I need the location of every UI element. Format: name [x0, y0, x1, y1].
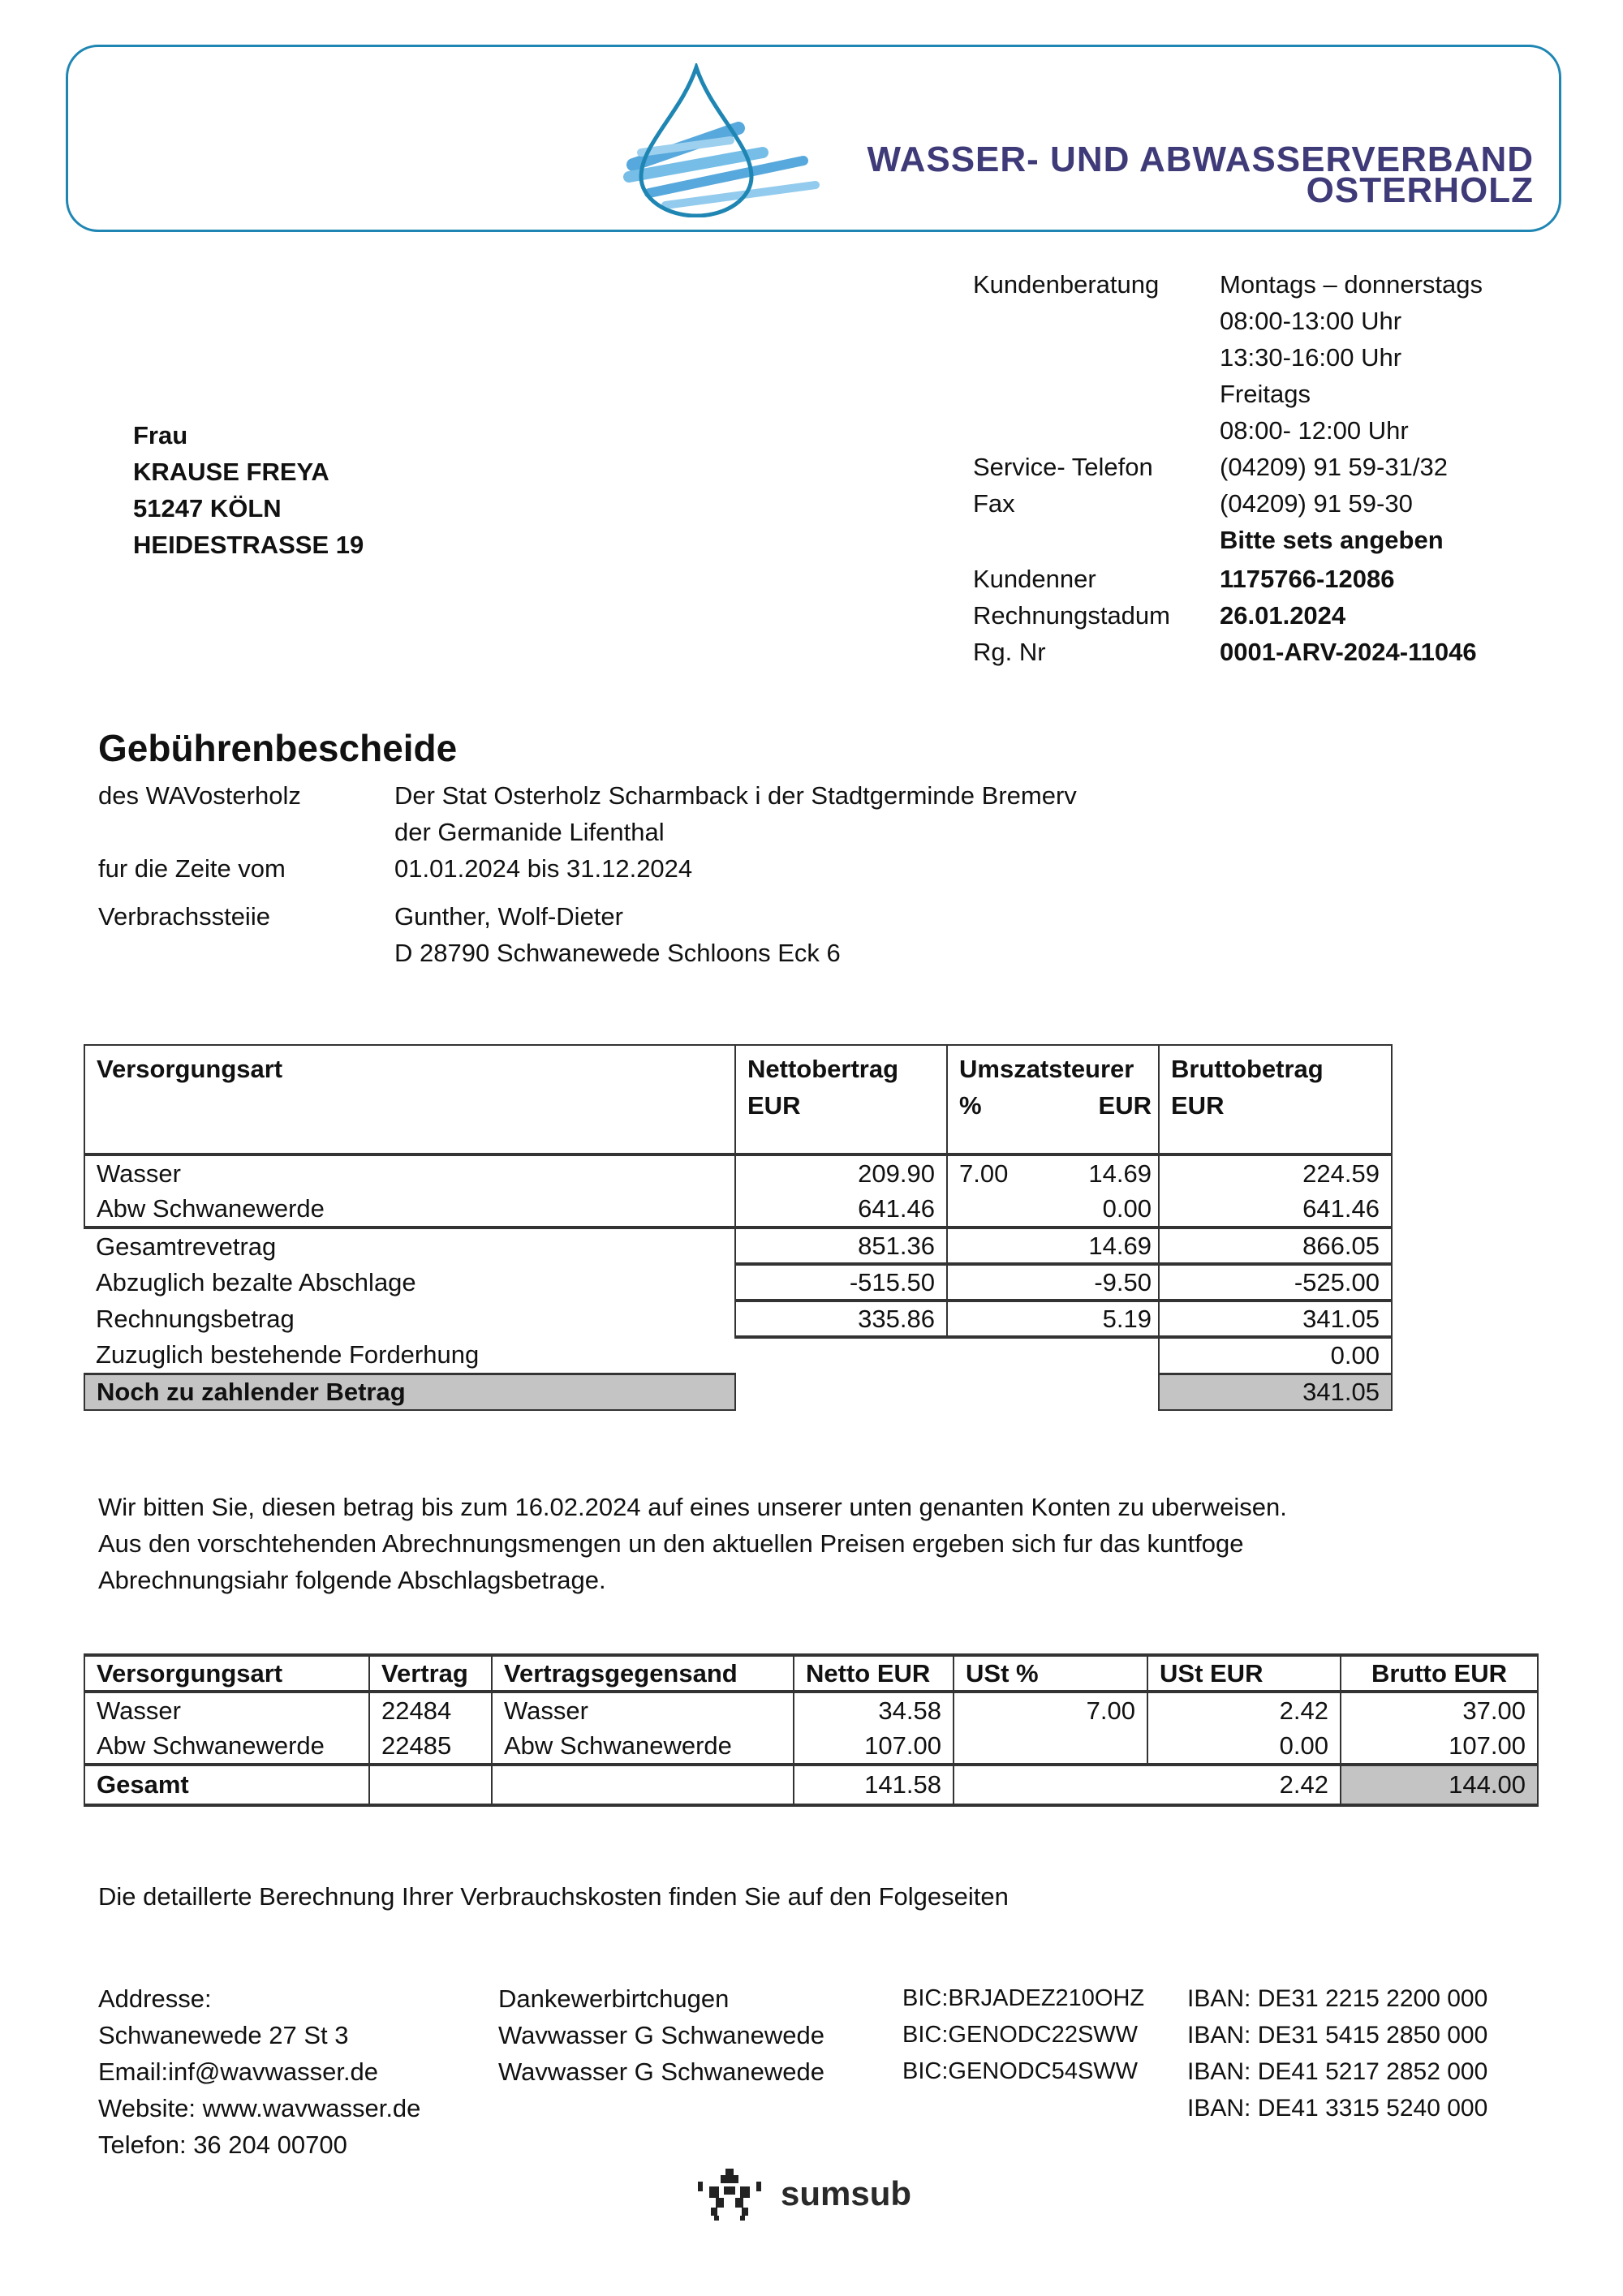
sumsub-logo-icon — [696, 2169, 769, 2222]
datum-value: 26.01.2024 — [1220, 601, 1346, 630]
col-header-netto — [735, 1045, 947, 1154]
cell-vertrag: 22484 — [369, 1692, 492, 1728]
table-row — [84, 1728, 1538, 1765]
verbrauch-label: Verbrachssteiie — [98, 902, 270, 931]
table-total-row — [84, 1765, 1538, 1805]
cell-netto: 107.00 — [794, 1728, 954, 1765]
zeit-label: fur die Zeite vom — [98, 854, 286, 883]
table-header-row — [84, 1655, 1538, 1692]
cell-brutto: 107.00 — [1341, 1728, 1538, 1765]
col-header: Vertragsgegensand — [492, 1655, 794, 1692]
row-label: Gesamtrevetrag — [84, 1228, 735, 1264]
row-label: Zuzuglich bestehende Forderhung — [96, 1339, 480, 1369]
cell-art: Wasser — [84, 1692, 369, 1728]
footer-bic: BIC:GENODC22SWW — [902, 2022, 1139, 2048]
payment-instructions — [98, 1489, 1287, 1598]
total-label: Gesamt — [84, 1765, 369, 1805]
cell-netto: 34.58 — [794, 1692, 954, 1728]
kundennr-label: Kundenner — [973, 565, 1096, 593]
row-label: Noch zu zahlender Betrag — [84, 1374, 735, 1410]
total-ust: 2.42 — [954, 1765, 1341, 1805]
fax-value: (04209) 91 59-30 — [1220, 489, 1413, 518]
ust-value: 14.69 — [1053, 1154, 1159, 1191]
table-row — [84, 1264, 1392, 1301]
ust-unit: EUR — [1098, 1091, 1152, 1120]
footer-iban: IBAN: DE41 5217 2852 000 — [1187, 2058, 1488, 2085]
brutto-value: 641.46 — [1159, 1191, 1392, 1228]
telefon-value: (04209) 91 59-31/32 — [1220, 453, 1448, 481]
installment-table — [84, 1653, 1539, 1807]
verbrauch-value: D 28790 Schwanewede Schloons Eck 6 — [394, 939, 841, 967]
netto-value: 641.46 — [735, 1191, 947, 1228]
cell-gegenstand: Abw Schwanewerde — [492, 1728, 794, 1765]
table-row — [84, 1692, 1538, 1728]
ust-value: 0.00 — [1053, 1191, 1159, 1228]
footer-banks — [498, 1980, 824, 2090]
netto-value: -515.50 — [735, 1264, 947, 1301]
table-row — [84, 1337, 1392, 1374]
cell-ust-eur: 0.00 — [1147, 1728, 1341, 1765]
contact-note: Bitte sets angeben — [1220, 526, 1444, 554]
netto-value: 851.36 — [735, 1228, 947, 1264]
table-row-total-due — [84, 1374, 1392, 1410]
brutto-value: 341.05 — [1159, 1301, 1392, 1337]
ust-value: 14.69 — [947, 1228, 1159, 1264]
cell-vertrag: 22485 — [369, 1728, 492, 1765]
ust-pct-header: % — [959, 1091, 982, 1120]
hours-line: Montags – donnerstags — [1220, 270, 1483, 299]
page-title: Gebührenbescheide — [98, 727, 458, 769]
netto-header: Nettobertrag — [747, 1055, 899, 1083]
rgnr-value: 0001-ARV-2024-11046 — [1220, 638, 1477, 666]
col-header-brutto — [1159, 1045, 1392, 1154]
total-brutto: 144.00 — [1341, 1765, 1538, 1805]
footer-iban: IBAN: DE31 5415 2850 000 — [1187, 2022, 1488, 2049]
row-label: Rechnungsbetrag — [84, 1301, 735, 1337]
recipient-address — [133, 417, 364, 563]
footer-bank: Wavwasser G Schwanewede — [498, 2021, 825, 2049]
water-drop-logo-icon — [617, 63, 828, 217]
footer-bank: Wavwasser G Schwanewede — [498, 2057, 825, 2086]
footer-website: Website: www.wavwasser.de — [98, 2094, 421, 2122]
col-header: Versorgungsart — [84, 1655, 369, 1692]
col-header-ust — [947, 1045, 1159, 1154]
brutto-value: 866.05 — [1159, 1228, 1392, 1264]
footer-iban: IBAN: DE41 3315 5240 000 — [1187, 2095, 1488, 2122]
contact-labels — [973, 266, 1170, 670]
fax-label: Fax — [973, 489, 1015, 518]
footer-iban: IBAN: DE31 2215 2200 000 — [1187, 1985, 1488, 2012]
col-header: USt EUR — [1147, 1655, 1341, 1692]
recipient-city: 51247 KÖLN — [133, 494, 282, 522]
kundennr-value: 1175766-12086 — [1220, 565, 1395, 593]
cell-ust-eur: 2.42 — [1147, 1692, 1341, 1728]
footer-email: Email:inf@wavwasser.de — [98, 2057, 379, 2086]
logo-name-line1: WASSER- UND ABWASSERVERBAND — [867, 140, 1534, 179]
paragraph-line: Wir bitten Sie, diesen betrag bis zum 16.02.2024 auf eines unserer unten genanten Konten zu uberweisen. — [98, 1493, 1287, 1521]
sumsub-watermark: sumsub — [781, 2174, 912, 2212]
ust-header: Umszatsteurer — [959, 1055, 1134, 1083]
verbrauch-value: Gunther, Wolf-Dieter — [394, 902, 623, 931]
cell-ust-pct: 7.00 — [954, 1692, 1147, 1728]
brutto-value: -525.00 — [1159, 1264, 1392, 1301]
row-label: Abw Schwanewerde — [84, 1191, 735, 1228]
ust-pct-value — [947, 1191, 1053, 1228]
hours-line: 08:00- 12:00 Uhr — [1220, 416, 1409, 445]
table-row — [84, 1191, 1392, 1228]
fee-table — [84, 1044, 1393, 1411]
des-value: der Germanide Lifenthal — [394, 818, 665, 846]
row-label: Abzuglich bezalte Abschlage — [84, 1264, 735, 1301]
cell-brutto: 37.00 — [1341, 1692, 1538, 1728]
info-values — [394, 777, 1077, 971]
des-label: des WAVosterholz — [98, 781, 301, 810]
footer-ibans — [1187, 1980, 1487, 2126]
amount-due-value: 341.05 — [1159, 1374, 1392, 1410]
ust-pct-value: 7.00 — [947, 1154, 1053, 1191]
ust-value: -9.50 — [947, 1264, 1159, 1301]
brutto-value: 0.00 — [1159, 1337, 1392, 1374]
col-header: Netto EUR — [794, 1655, 954, 1692]
hours-line: 13:30-16:00 Uhr — [1220, 343, 1402, 372]
netto-value: 335.86 — [735, 1301, 947, 1337]
netto-unit: EUR — [747, 1091, 801, 1120]
table-header-row — [84, 1045, 1392, 1154]
info-labels — [98, 777, 301, 935]
cell-ust-pct — [954, 1728, 1147, 1765]
col-header: Vertrag — [369, 1655, 492, 1692]
footer-phone: Telefon: 36 204 00700 — [98, 2130, 347, 2159]
des-value: Der Stat Osterholz Scharmback i der Stadtgerminde Bremerv — [394, 781, 1077, 810]
logo-name-line2: OSTERHOLZ — [1306, 170, 1534, 210]
footer-bics — [902, 1980, 1144, 2090]
footer-bic: BIC:BRJADEZ210OHZ — [902, 1985, 1145, 2011]
datum-label: Rechnungstadum — [973, 601, 1170, 630]
total-netto: 141.58 — [794, 1765, 954, 1805]
zeit-value: 01.01.2024 bis 31.12.2024 — [394, 854, 693, 883]
table-row — [84, 1154, 1392, 1191]
kundenberatung-label: Kundenberatung — [973, 270, 1160, 299]
hours-line: 08:00-13:00 Uhr — [1220, 307, 1402, 335]
recipient-salutation: Frau — [133, 421, 188, 449]
brutto-unit: EUR — [1171, 1091, 1225, 1120]
ust-value: 5.19 — [947, 1301, 1159, 1337]
telefon-label: Service- Telefon — [973, 453, 1153, 481]
netto-value: 209.90 — [735, 1154, 947, 1191]
hours-line: Freitags — [1220, 380, 1311, 408]
row-label: Wasser — [84, 1154, 735, 1191]
contact-values — [1220, 266, 1483, 670]
footer-bank: Dankewerbirtchugen — [498, 1984, 730, 2013]
brutto-value: 224.59 — [1159, 1154, 1392, 1191]
paragraph-line: Abrechnungsiahr folgende Abschlagsbetrage. — [98, 1566, 606, 1594]
table-row — [84, 1301, 1392, 1337]
col-header-art: Versorgungsart — [84, 1045, 735, 1154]
cell-gegenstand: Wasser — [492, 1692, 794, 1728]
table-row — [84, 1228, 1392, 1264]
paragraph-line: Aus den vorschtehenden Abrechnungsmengen un den aktuellen Preisen ergeben sich fur das kuntfoge — [98, 1529, 1244, 1558]
rgnr-label: Rg. Nr — [973, 638, 1046, 666]
recipient-street: HEIDESTRASSE 19 — [133, 531, 364, 559]
detail-note: Die detaillerte Berechnung Ihrer Verbrauchskosten finden Sie auf den Folgeseiten — [98, 1882, 1009, 1911]
recipient-name: KRAUSE FREYA — [133, 458, 329, 486]
col-header: USt % — [954, 1655, 1147, 1692]
brutto-header: Bruttobetrag — [1171, 1055, 1324, 1083]
cell-art: Abw Schwanewerde — [84, 1728, 369, 1765]
col-header: Brutto EUR — [1341, 1655, 1538, 1692]
footer-address-line: Schwanewede 27 St 3 — [98, 2021, 349, 2049]
footer-address — [98, 1980, 420, 2163]
footer-bic: BIC:GENODC54SWW — [902, 2058, 1139, 2084]
footer-address-line: Addresse: — [98, 1984, 212, 2013]
